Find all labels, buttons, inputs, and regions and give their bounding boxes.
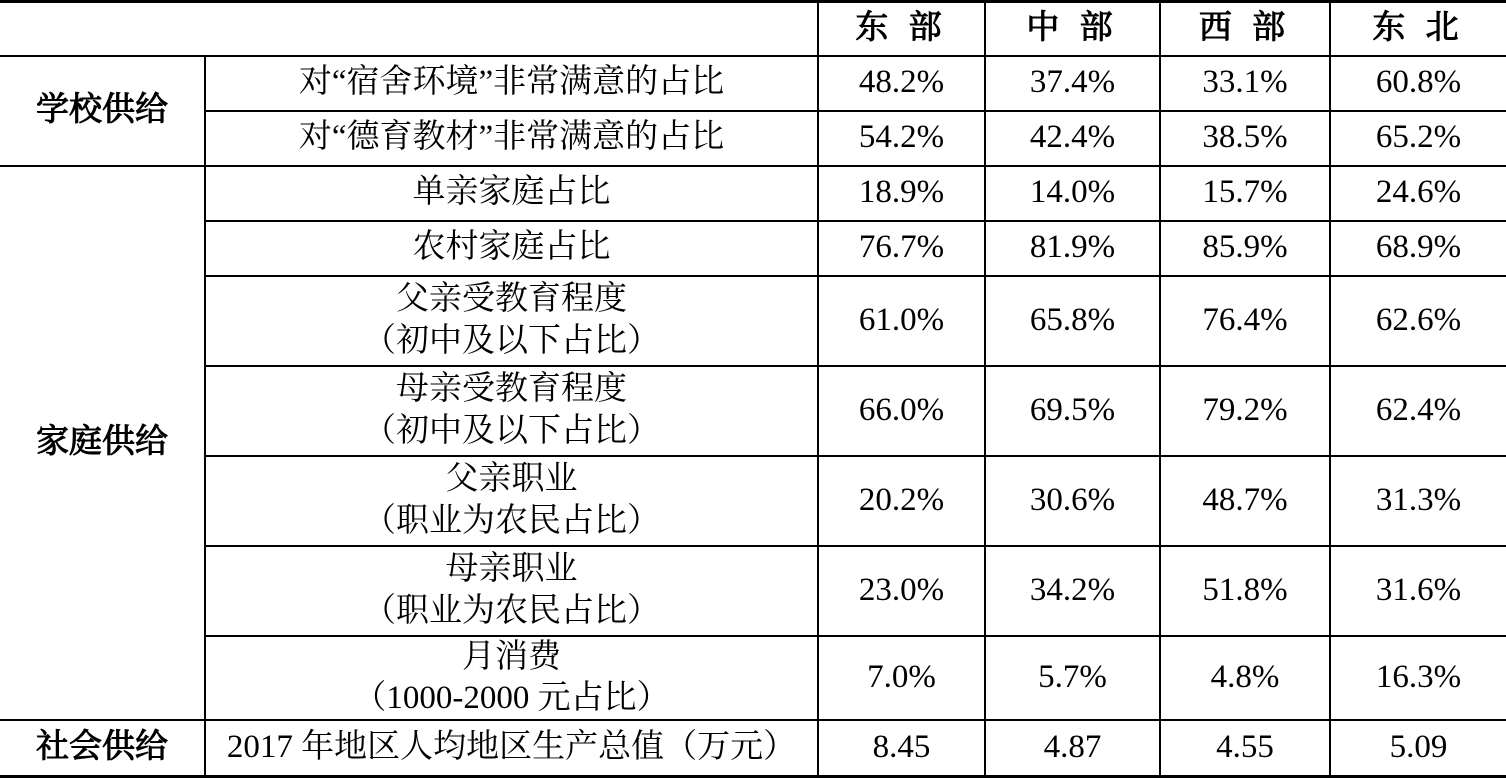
value-cell: 81.9% [985, 221, 1160, 276]
column-header-northeast: 东 北 [1330, 2, 1506, 56]
row-label-line2: （初中及以下占比） [363, 412, 660, 449]
table-row [0, 720, 1506, 776]
group-label-social-supply: 社会供给 [0, 720, 205, 776]
value-cell: 68.9% [1330, 221, 1506, 276]
row-label [205, 636, 818, 721]
value-cell: 37.4% [985, 56, 1160, 111]
row-label-line2: （职业为农民占比） [363, 502, 660, 539]
table-row [0, 366, 1506, 456]
value-cell: 34.2% [985, 546, 1160, 636]
column-header-central: 中 部 [985, 2, 1160, 56]
value-cell: 31.3% [1330, 456, 1506, 546]
row-label-line1: 父亲受教育程度 [396, 281, 627, 318]
table-row [0, 546, 1506, 636]
value-cell: 76.7% [818, 221, 985, 276]
value-cell: 65.8% [985, 276, 1160, 366]
row-label-line1: 母亲职业 [445, 551, 578, 588]
row-label: 对“德育教材”非常满意的占比 [205, 111, 818, 166]
table-row [0, 56, 1506, 111]
header-row [0, 2, 1506, 56]
value-cell: 62.6% [1330, 276, 1506, 366]
value-cell: 18.9% [818, 166, 985, 221]
table-row [0, 456, 1506, 546]
row-label-line1: 父亲职业 [445, 461, 578, 498]
value-cell: 48.2% [818, 56, 985, 111]
value-cell: 76.4% [1160, 276, 1330, 366]
value-cell: 33.1% [1160, 56, 1330, 111]
row-label [205, 456, 818, 546]
value-cell: 51.8% [1160, 546, 1330, 636]
value-cell: 7.0% [818, 636, 985, 721]
row-label-line1: 母亲受教育程度 [396, 371, 627, 408]
row-label [205, 546, 818, 636]
value-cell: 60.8% [1330, 56, 1506, 111]
table-row [0, 166, 1506, 221]
value-cell: 42.4% [985, 111, 1160, 166]
value-cell: 15.7% [1160, 166, 1330, 221]
value-cell: 79.2% [1160, 366, 1330, 456]
value-cell: 65.2% [1330, 111, 1506, 166]
row-label: 农村家庭占比 [205, 221, 818, 276]
value-cell: 16.3% [1330, 636, 1506, 721]
value-cell: 69.5% [985, 366, 1160, 456]
value-cell: 5.7% [985, 636, 1160, 721]
value-cell: 4.55 [1160, 720, 1330, 776]
value-cell: 20.2% [818, 456, 985, 546]
row-label-line1: 月消费 [462, 638, 561, 675]
column-header-east: 东 部 [818, 2, 985, 56]
row-label-line2: （职业为农民占比） [363, 592, 660, 629]
value-cell: 5.09 [1330, 720, 1506, 776]
value-cell: 24.6% [1330, 166, 1506, 221]
value-cell: 30.6% [985, 456, 1160, 546]
value-cell: 4.8% [1160, 636, 1330, 721]
table-row [0, 111, 1506, 166]
value-cell: 62.4% [1330, 366, 1506, 456]
value-cell: 23.0% [818, 546, 985, 636]
value-cell: 4.87 [985, 720, 1160, 776]
table-row [0, 221, 1506, 276]
row-label-line2: （1000-2000 元占比） [353, 679, 670, 716]
value-cell: 48.7% [1160, 456, 1330, 546]
row-label: 2017 年地区人均地区生产总值（万元） [205, 720, 818, 776]
value-cell: 85.9% [1160, 221, 1330, 276]
table-row [0, 636, 1506, 721]
value-cell: 38.5% [1160, 111, 1330, 166]
row-label [205, 366, 818, 456]
group-label-school-supply: 学校供给 [0, 56, 205, 166]
header-corner-cell [0, 2, 818, 56]
value-cell: 31.6% [1330, 546, 1506, 636]
table-row [0, 276, 1506, 366]
value-cell: 66.0% [818, 366, 985, 456]
value-cell: 8.45 [818, 720, 985, 776]
group-label-family-supply: 家庭供给 [0, 166, 205, 721]
value-cell: 61.0% [818, 276, 985, 366]
value-cell: 54.2% [818, 111, 985, 166]
column-header-west: 西 部 [1160, 2, 1330, 56]
row-label [205, 276, 818, 366]
row-label: 对“宿舍环境”非常满意的占比 [205, 56, 818, 111]
value-cell: 14.0% [985, 166, 1160, 221]
row-label: 单亲家庭占比 [205, 166, 818, 221]
row-label-line2: （初中及以下占比） [363, 322, 660, 359]
